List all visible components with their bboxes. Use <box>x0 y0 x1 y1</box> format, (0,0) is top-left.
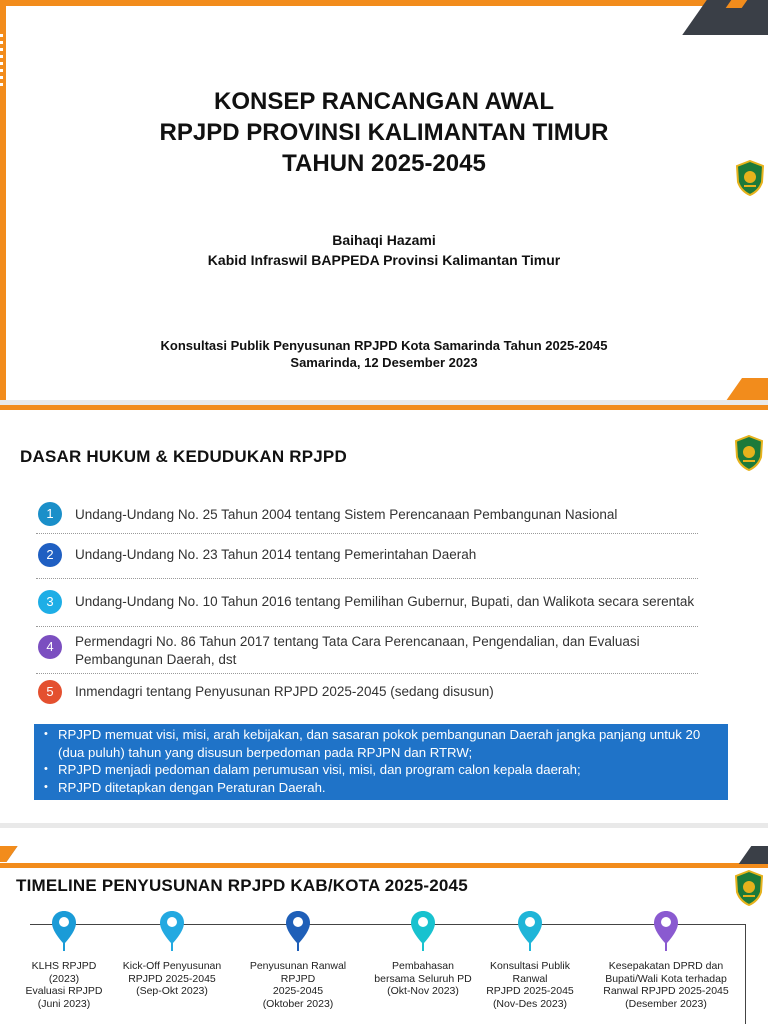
location-pin-icon <box>159 910 185 952</box>
milestone-label-line: RPJPD 2025-2045 <box>486 985 574 997</box>
corner-decoration-orange-bottom <box>714 378 768 400</box>
timeline-milestone <box>233 910 363 1010</box>
top-accent-bar <box>0 405 768 410</box>
milestone-label-line: Kick-Off Penyusunan <box>122 960 222 972</box>
milestone-label-line: RPJPD 2025-2045 <box>128 972 216 985</box>
item-number-badge: 1 <box>38 502 62 526</box>
item-number-badge: 3 <box>38 590 62 614</box>
corner-decoration-dark-right <box>739 846 768 864</box>
timeline-line-end <box>745 924 746 1024</box>
presenter-role: Kabid Infraswil BAPPEDA Provinsi Kalimantan Timur <box>207 252 561 268</box>
list-item <box>36 502 698 534</box>
timeline-milestone <box>107 910 237 998</box>
list-item <box>36 587 698 627</box>
milestone-label-line: (Oktober 2023) <box>262 997 334 1010</box>
milestone-label-line: (Sep-Okt 2023) <box>136 985 208 997</box>
title-line-2: RPJPD PROVINSI KALIMANTAN TIMUR <box>159 119 609 146</box>
item-text: Inmendagri tentang Penyusunan RPJPD 2025-2045 (sedang disusun) <box>75 684 494 699</box>
presenter-block <box>0 230 768 270</box>
item-text: Undang-Undang No. 25 Tahun 2004 tentang Sistem Perencanaan Pembangunan Nasional <box>75 507 618 522</box>
list-item <box>36 679 698 713</box>
milestone-label-line: KLHS RPJPD <box>31 960 97 972</box>
milestone-label-line: (Okt-Nov 2023) <box>387 985 459 997</box>
milestone-label <box>233 960 363 1010</box>
section-title: TIMELINE PENYUSUNAN RPJPD KAB/KOTA 2025-2045 <box>16 876 468 895</box>
milestone-label-line: Ranwal <box>512 972 548 985</box>
milestone-label <box>601 960 731 1010</box>
milestone-label-line: 2025-2045 <box>272 985 324 997</box>
milestone-label-line: Evaluasi RPJPD <box>25 985 103 997</box>
item-text: Undang-Undang No. 10 Tahun 2016 tentang Pemilihan Gubernur, Bupati, dan Walikota secara serentak <box>75 594 695 609</box>
item-number-badge: 4 <box>38 635 62 659</box>
milestone-label-line: Kesepakatan DPRD dan <box>608 960 724 972</box>
section-title: DASAR HUKUM & KEDUDUKAN RPJPD <box>20 447 347 466</box>
timeline-milestone <box>601 910 731 1010</box>
milestone-label-line: Bupati/Wali Kota terhadap <box>605 972 727 985</box>
page-title <box>0 86 768 179</box>
summary-bullet: • RPJPD memuat visi, misi, arah kebijakan, dan sasaran pokok pembangunan Daerah jangka panjang untuk 20 (dua puluh) tahun yang disusun berpedoman pada RPJPN dan RTRW; <box>40 726 722 761</box>
event-line: Konsultasi Publik Penyusunan RPJPD Kota Samarinda Tahun 2025-2045 <box>160 338 608 353</box>
milestone-label-line: Konsultasi Publik <box>490 960 570 972</box>
location-pin-icon <box>285 910 311 952</box>
place-date: Samarinda, 12 Desember 2023 <box>290 355 478 370</box>
province-emblem-icon <box>734 435 764 471</box>
item-number-badge: 2 <box>38 543 62 567</box>
location-pin-icon <box>51 910 77 952</box>
list-item <box>36 632 698 674</box>
corner-decoration-orange <box>0 846 18 862</box>
milestone-label-line: Pembahasan <box>392 960 454 972</box>
location-pin-icon <box>410 910 436 952</box>
title-line-1: KONSEP RANCANGAN AWAL <box>213 88 555 115</box>
title-line-3: TAHUN 2025-2045 <box>282 150 486 177</box>
location-pin-icon <box>517 910 543 952</box>
top-accent-bar <box>0 863 768 868</box>
milestone-label-line: (Juni 2023) <box>37 997 91 1010</box>
item-number-badge: 5 <box>38 680 62 704</box>
milestone-label-line: bersama Seluruh PD <box>374 972 472 985</box>
location-pin-icon <box>653 910 679 952</box>
timeline-milestone <box>465 910 595 1010</box>
milestone-label-line: (2023) <box>48 972 80 985</box>
item-text: Undang-Undang No. 23 Tahun 2014 tentang Pemerintahan Daerah <box>75 547 477 562</box>
milestone-label-line: (Nov-Des 2023) <box>492 997 568 1010</box>
list-item <box>36 541 698 579</box>
milestone-label <box>107 960 237 998</box>
milestone-label-line: Penyusunan Ranwal RPJPD <box>249 960 347 985</box>
milestone-label <box>465 960 595 1010</box>
summary-box <box>34 724 728 800</box>
top-accent-bar <box>0 0 768 6</box>
milestone-label-line: (Desember 2023) <box>625 997 707 1010</box>
legal-basis-slide <box>0 405 768 823</box>
left-stripe-decoration <box>0 30 3 90</box>
presenter-name: Baihaqi Hazami <box>332 232 436 248</box>
title-slide <box>0 0 768 400</box>
province-emblem-icon <box>734 870 764 906</box>
milestone-label-line: Ranwal RPJPD 2025-2045 <box>603 985 729 997</box>
item-text: Permendagri No. 86 Tahun 2017 tentang Tata Cara Perencanaan, Pengendalian, dan Evaluasi Pembangunan Daerah, dst <box>75 634 640 667</box>
summary-bullet: • RPJPD menjadi pedoman dalam perumusan visi, misi, dan program calon kepala daerah; <box>40 761 722 779</box>
event-block <box>0 337 768 371</box>
summary-bullet: • RPJPD ditetapkan dengan Peraturan Daerah. <box>40 779 722 797</box>
timeline-slide <box>0 828 768 1024</box>
